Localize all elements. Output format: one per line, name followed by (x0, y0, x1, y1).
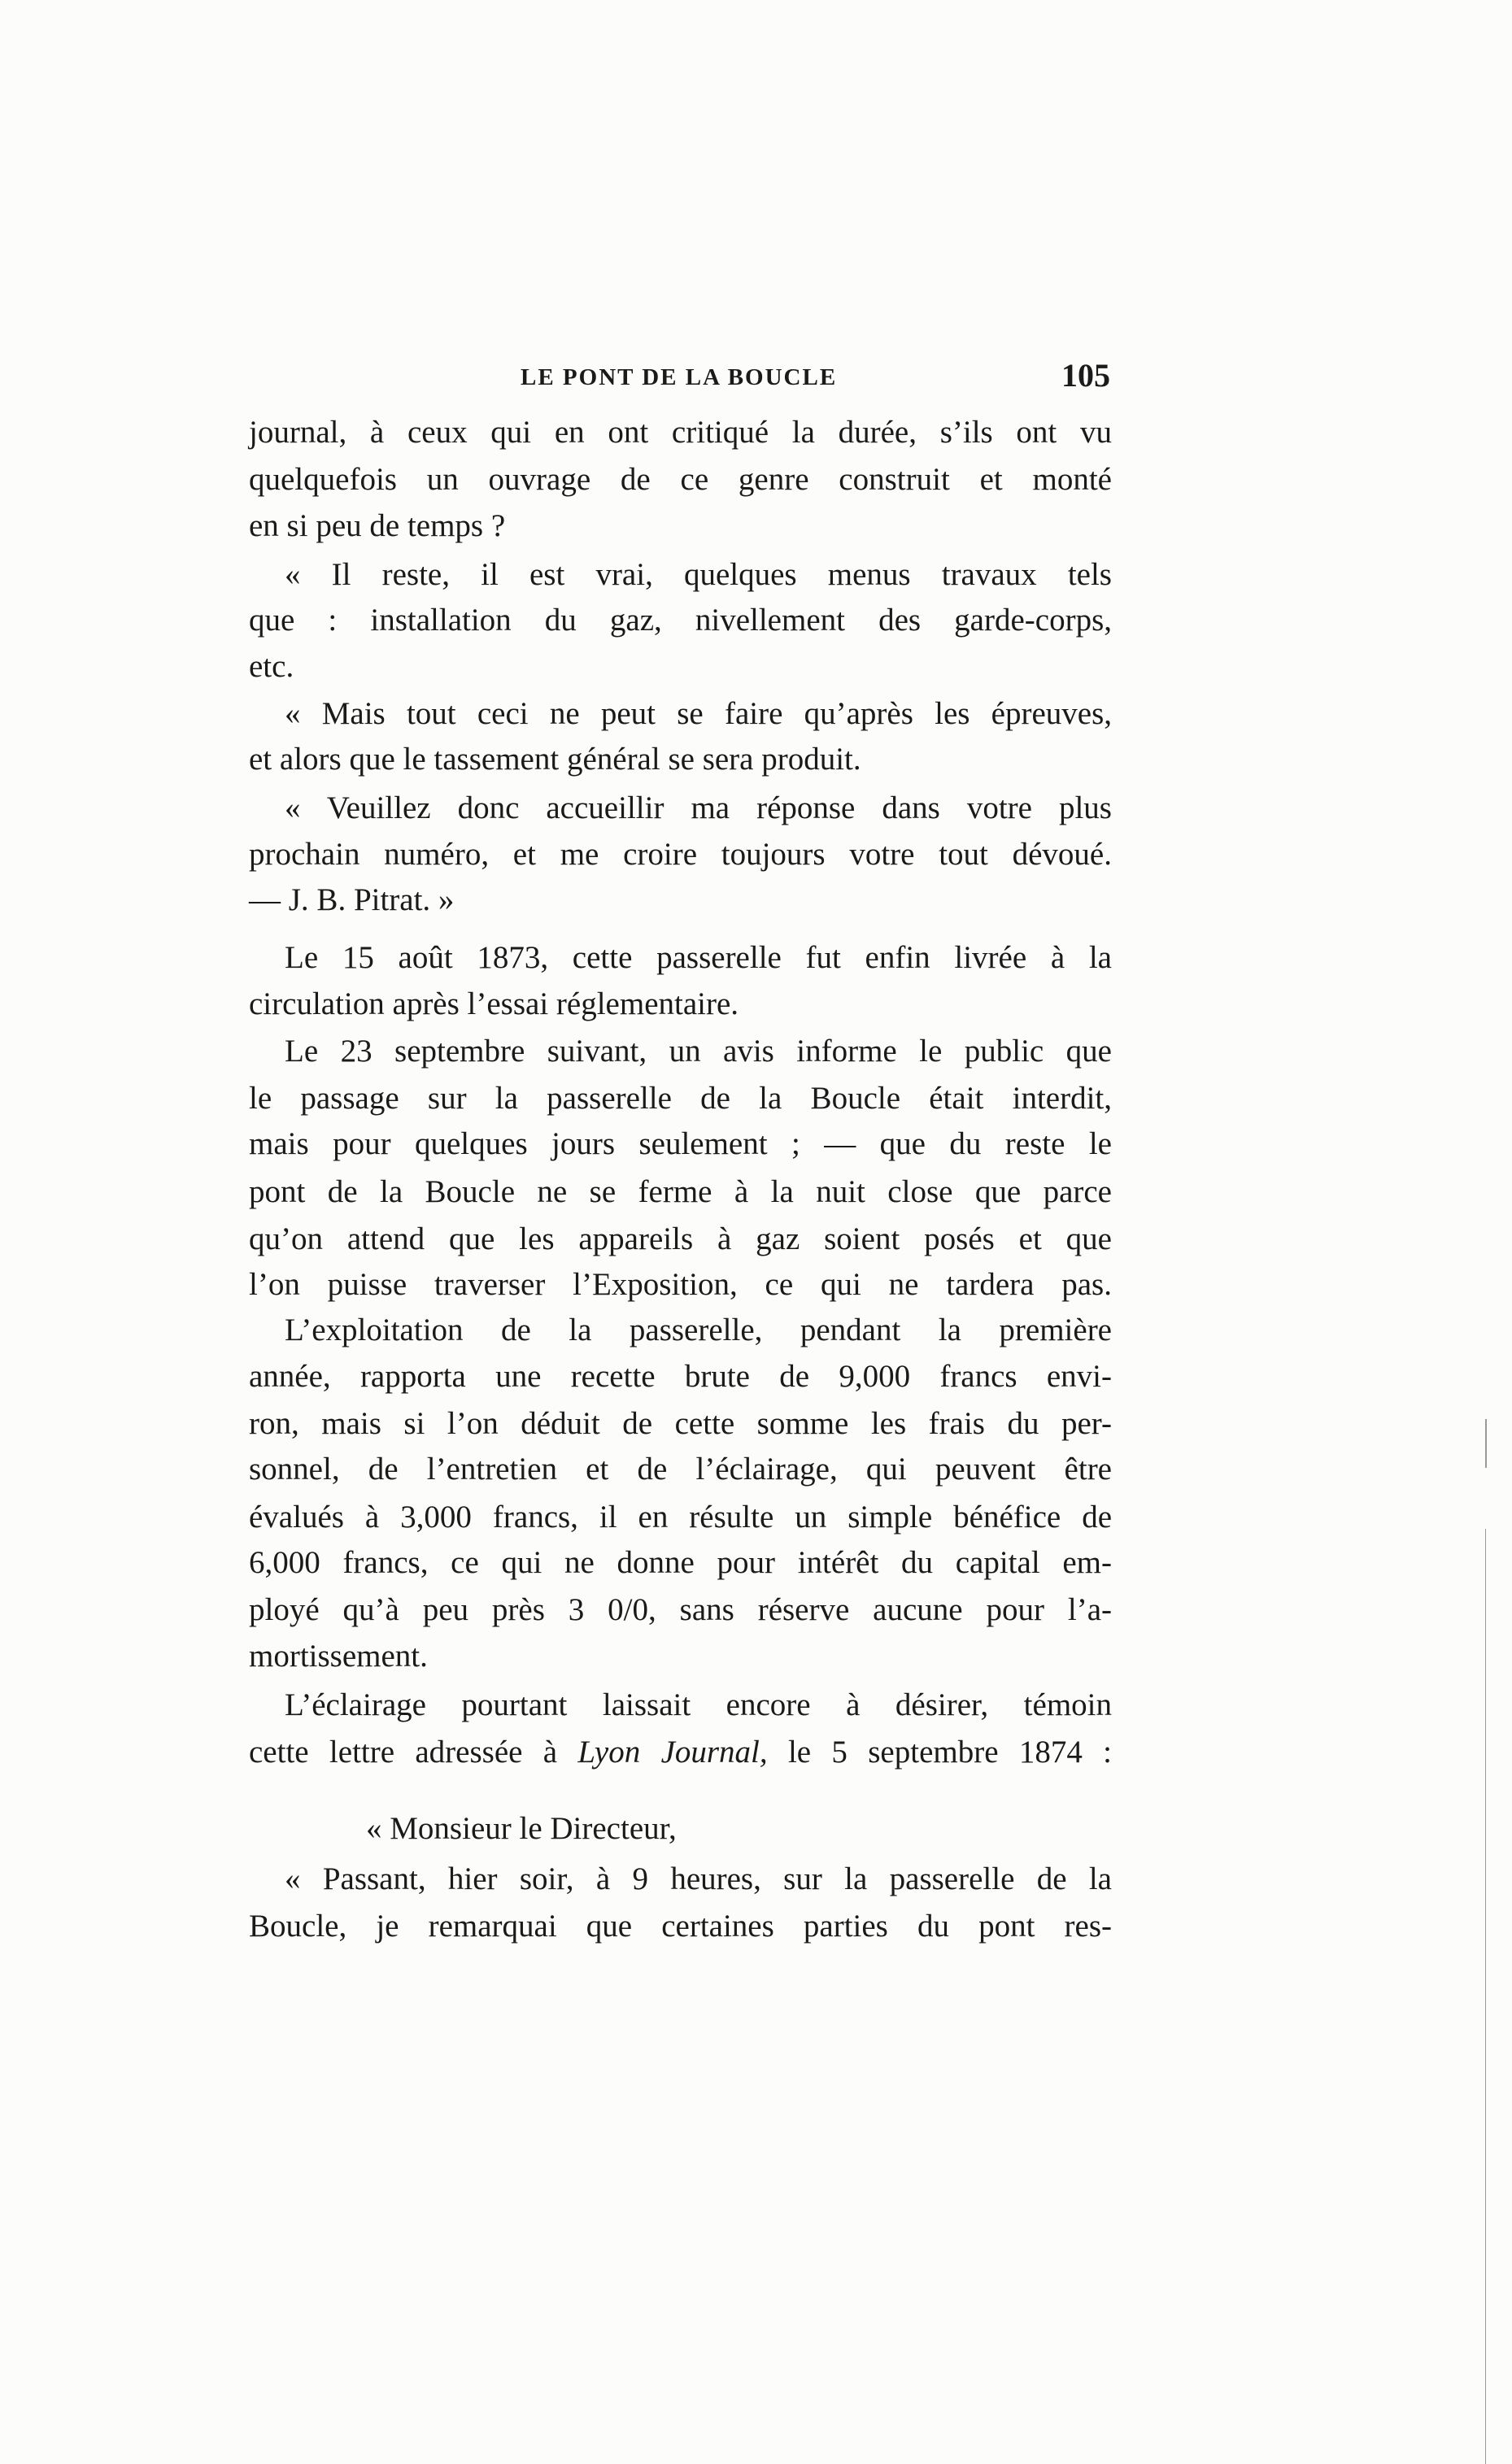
text-line: qu’on attend que les appareils à gaz soient posés et que (249, 1221, 1112, 1256)
text-line: quelquefois un ouvrage de ce genre construit et monté (249, 462, 1112, 498)
text-line: L’exploitation de la passerelle, pendant la première (285, 1313, 1112, 1348)
text-line: ployé qu’à peu près 3 0/0, sans réserve aucune pour l’a- (249, 1592, 1112, 1628)
text-line: « Il reste, il est vrai, quelques menus travaux tels (285, 556, 1112, 592)
text-line: « Veuillez donc accueillir ma réponse dans votre plus (285, 790, 1112, 826)
text-span: cette lettre adressée à (249, 1734, 578, 1770)
text-line: pont de la Boucle ne se ferme à la nuit close que parce (249, 1173, 1112, 1209)
text-line: mais pour quelques jours seulement ; — que du reste le (249, 1126, 1112, 1162)
text-line: L’éclairage pourtant laissait encore à désirer, témoin (285, 1687, 1112, 1722)
scan-margin-mark (1485, 1419, 1487, 1468)
text-line: mortissement. (249, 1638, 428, 1674)
text-line: — J. B. Pitrat. » (249, 882, 455, 917)
text-span: le 5 septembre 1874 : (767, 1734, 1112, 1770)
text-line (249, 1734, 1112, 1770)
page-number: 105 (1061, 357, 1110, 394)
italic-title: Lyon Journal, (577, 1734, 768, 1770)
text-line: en si peu de temps ? (249, 507, 506, 543)
text-line: Boucle, je remarquai que certaines parties du pont res- (249, 1908, 1112, 1944)
scan-margin-mark (1485, 1529, 1486, 2464)
running-title: LE PONT DE LA BOUCLE (521, 364, 838, 390)
text-line: évalués à 3,000 francs, il en résulte un simple bénéfice de (249, 1499, 1112, 1535)
text-line: « Passant, hier soir, à 9 heures, sur la passerelle de la (285, 1861, 1112, 1896)
text-line: etc. (249, 648, 294, 684)
text-line: sonnel, de l’entretien et de l’éclairage, qui peuvent être (249, 1452, 1112, 1487)
text-line: le passage sur la passerelle de la Boucle était interdit, (249, 1081, 1112, 1117)
text-line: circulation après l’essai réglementaire. (249, 986, 739, 1021)
text-line: 6,000 francs, ce qui ne donne pour intérêt du capital em- (249, 1544, 1112, 1580)
text-line: l’on puisse traverser l’Exposition, ce qui ne tardera pas. (249, 1267, 1112, 1303)
text-line: ron, mais si l’on déduit de cette somme les frais du per- (249, 1406, 1112, 1442)
text-line: Le 23 septembre suivant, un avis informe le public que (285, 1033, 1112, 1069)
text-line: « Monsieur le Directeur, (366, 1810, 677, 1846)
text-line: prochain numéro, et me croire toujours votre tout dévoué. (249, 836, 1112, 872)
text-line: Le 15 août 1873, cette passerelle fut enfin livrée à la (285, 940, 1112, 976)
text-line: et alors que le tassement général se sera produit. (249, 742, 861, 777)
text-line: « Mais tout ceci ne peut se faire qu’après les épreuves, (285, 695, 1112, 731)
text-line: que : installation du gaz, nivellement des garde-corps, (249, 603, 1112, 638)
text-line: année, rapporta une recette brute de 9,000 francs envi- (249, 1358, 1112, 1394)
text-line: journal, à ceux qui en ont critiqué la durée, s’ils ont vu (249, 415, 1112, 451)
